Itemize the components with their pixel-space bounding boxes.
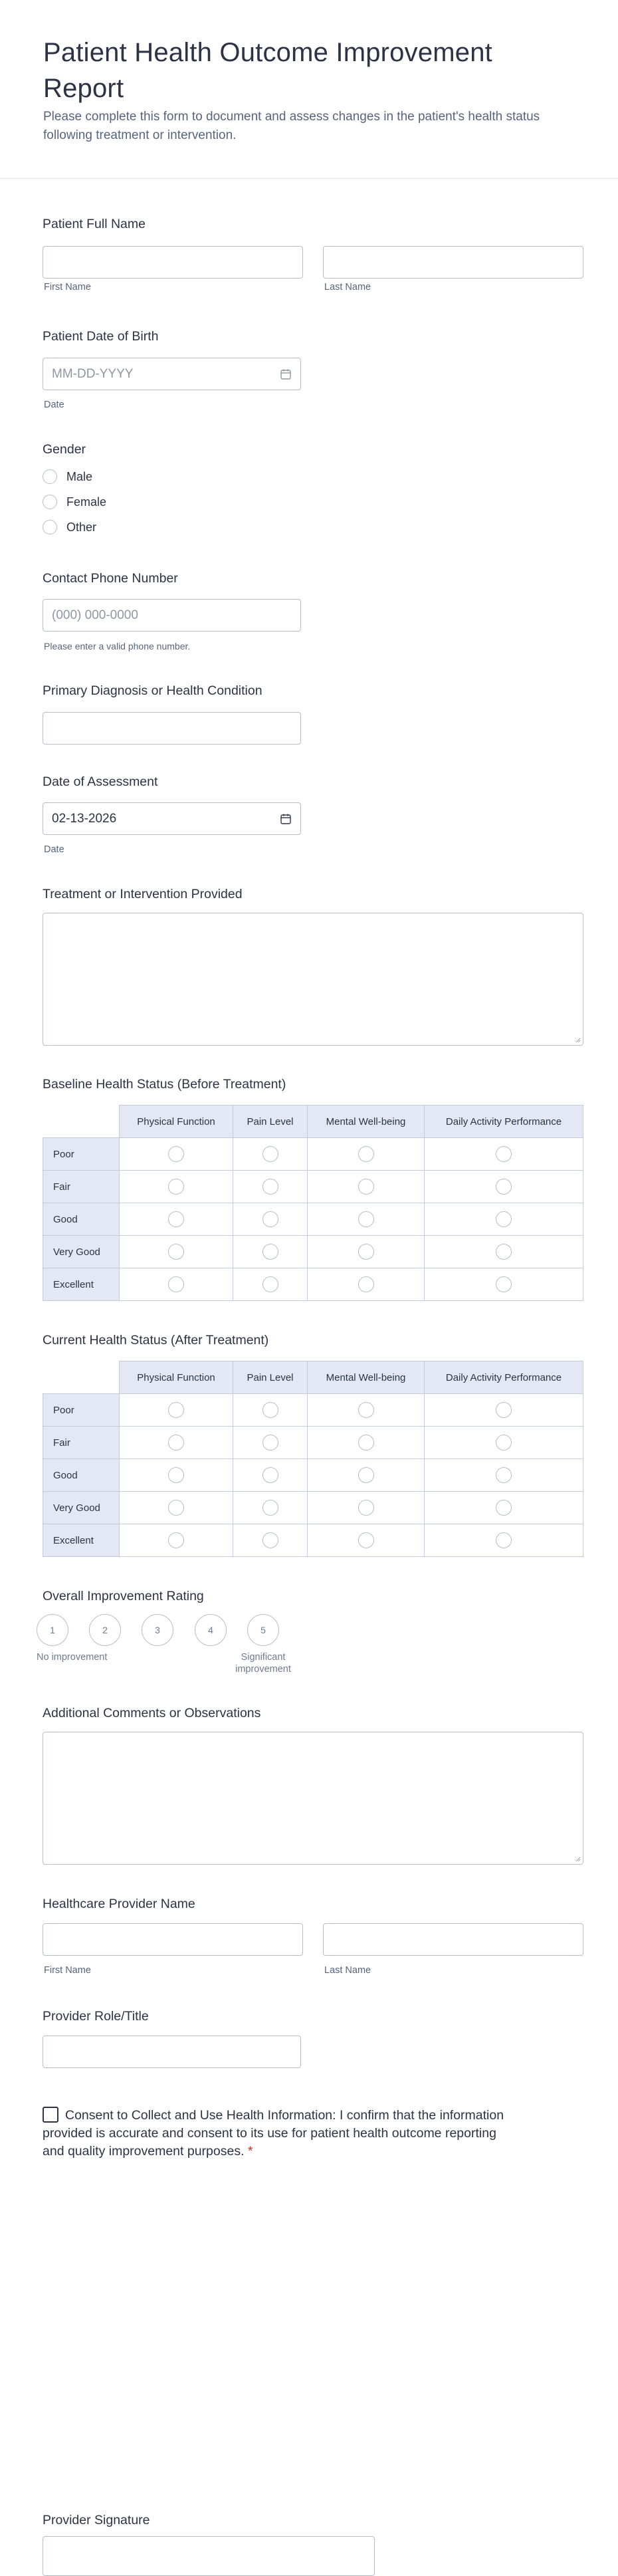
matrix-row-header: Excellent [43,1268,120,1301]
matrix-radio[interactable] [262,1402,278,1418]
radio-button[interactable] [43,495,57,509]
matrix-row [43,1236,583,1268]
matrix-radio[interactable] [358,1244,374,1260]
calendar-icon[interactable] [280,813,292,825]
matrix-radio[interactable] [496,1435,512,1451]
gender-options [43,461,106,536]
matrix-radio[interactable] [168,1244,184,1260]
phone-section [43,570,178,586]
matrix-radio[interactable] [496,1211,512,1227]
current-section [43,1332,268,1348]
consent-text [43,2107,521,2161]
matrix-radio[interactable] [262,1435,278,1451]
comments-section [43,1705,260,1721]
rating-min-label: No improvement [37,1652,108,1663]
assessment-date-section [43,774,157,790]
matrix-row [43,1524,583,1557]
matrix-radio[interactable] [496,1146,512,1162]
matrix-radio[interactable] [496,1532,512,1548]
patient-first-name-sublabel: First Name [44,282,91,293]
calendar-icon[interactable] [280,368,292,380]
matrix-radio[interactable] [262,1500,278,1516]
signature-section [43,2512,150,2528]
matrix-radio[interactable] [168,1211,184,1227]
matrix-row-header: Good [43,1459,120,1492]
matrix-radio[interactable] [262,1211,278,1227]
gender-label: Gender [43,442,86,457]
gender-option-label: Male [66,469,93,483]
provider-role-section [43,2008,149,2024]
matrix-column-header: Pain Level [233,1106,308,1138]
provider-first-name-input[interactable] [43,1923,303,1956]
matrix-radio[interactable] [168,1435,184,1451]
baseline-section [43,1076,286,1092]
matrix-row [43,1492,583,1524]
assessment-date-value: 02-13-2026 [52,811,117,826]
matrix-row-header: Good [43,1203,120,1236]
matrix-radio[interactable] [168,1500,184,1516]
matrix-radio[interactable] [358,1211,374,1227]
phone-input[interactable] [43,599,301,632]
rating-option-4[interactable]: 4 [195,1614,227,1646]
matrix-radio[interactable] [358,1500,374,1516]
current-label: Current Health Status (After Treatment) [43,1333,269,1347]
matrix-radio[interactable] [496,1276,512,1292]
resize-handle-icon[interactable] [575,1038,581,1043]
radio-button[interactable] [43,520,57,534]
dob-input[interactable] [43,358,301,390]
matrix-radio[interactable] [262,1276,278,1292]
provider-last-name-sublabel: Last Name [324,1965,371,1976]
form-header [0,0,618,179]
matrix-radio[interactable] [358,1532,374,1548]
required-asterisk: * [247,2144,253,2159]
comments-textarea[interactable] [43,1732,583,1865]
matrix-radio[interactable] [262,1532,278,1548]
provider-name-label: Healthcare Provider Name [43,1897,195,1911]
matrix-radio[interactable] [262,1146,278,1162]
matrix-radio[interactable] [168,1146,184,1162]
matrix-column-header: Pain Level [233,1361,308,1394]
provider-first-name-sublabel: First Name [44,1965,91,1976]
matrix-row [43,1171,583,1203]
matrix-radio[interactable] [358,1276,374,1292]
matrix-row [43,1427,583,1459]
assessment-date-input[interactable] [43,802,301,835]
matrix-radio[interactable] [496,1500,512,1516]
matrix-column-header: Daily Activity Performance [425,1106,583,1138]
gender-section [43,441,86,457]
assessment-date-label: Date of Assessment [43,774,158,789]
matrix-row-header: Fair [43,1171,120,1203]
page-title: Patient Health Outcome Improvement Report [43,38,492,103]
matrix-row-header: Very Good [43,1236,120,1268]
signature-label: Provider Signature [43,2513,150,2527]
baseline-label: Baseline Health Status (Before Treatment) [43,1077,286,1092]
matrix-radio[interactable] [168,1402,184,1418]
matrix-row-header: Excellent [43,1524,120,1557]
provider-role-input[interactable] [43,2036,301,2068]
provider-role-label: Provider Role/Title [43,2009,149,2024]
assessment-date-sublabel: Date [44,844,64,855]
gender-option-label: Other [66,520,97,534]
consent-label: Consent to Collect and Use Health Information: I confirm that the information provided is accurate and consent to its use for patient health outcome reporting and quality improvement purposes. [43,2108,504,2159]
baseline-matrix [43,1105,583,1301]
phone-label: Contact Phone Number [43,571,178,586]
patient-first-name-input[interactable] [43,246,303,279]
matrix-column-header: Mental Well-being [308,1361,425,1394]
matrix-radio[interactable] [496,1179,512,1195]
dob-placeholder: MM-DD-YYYY [52,366,134,381]
current-matrix [43,1361,583,1557]
patient-last-name-sublabel: Last Name [324,282,371,293]
matrix-radio[interactable] [358,1467,374,1483]
gender-option-female[interactable] [43,493,106,511]
matrix-radio[interactable] [358,1402,374,1418]
gender-option-label: Female [66,495,107,509]
provider-name-section [43,1896,195,1912]
matrix-corner [43,1361,120,1394]
matrix-radio[interactable] [168,1467,184,1483]
patient-last-name-input[interactable] [323,246,583,279]
matrix-radio[interactable] [358,1179,374,1195]
rating-option-2[interactable]: 2 [89,1614,121,1646]
matrix-row [43,1203,583,1236]
matrix-radio[interactable] [496,1467,512,1483]
matrix-column-header: Physical Function [120,1361,233,1394]
matrix-row-header: Poor [43,1138,120,1171]
matrix-radio[interactable] [496,1402,512,1418]
rating-option-5[interactable]: 5 [247,1614,279,1646]
matrix-row-header: Very Good [43,1492,120,1524]
dob-label: Patient Date of Birth [43,329,159,344]
matrix-row-header: Fair [43,1427,120,1459]
patient-name-section [43,216,146,232]
diagnosis-section [43,683,262,699]
matrix-radio[interactable] [168,1179,184,1195]
radio-button[interactable] [43,469,57,484]
resize-handle-icon[interactable] [575,1857,581,1862]
matrix-row [43,1394,583,1427]
signature-pad[interactable] [43,2536,375,2576]
matrix-row-header: Poor [43,1394,120,1427]
matrix-radio[interactable] [358,1435,374,1451]
matrix-column-header: Physical Function [120,1106,233,1138]
consent-checkbox[interactable] [43,2107,58,2123]
matrix-radio[interactable] [168,1532,184,1548]
matrix-radio[interactable] [496,1244,512,1260]
matrix-row [43,1459,583,1492]
phone-placeholder: (000) 000-0000 [52,608,138,622]
page-subtitle: Please complete this form to document and assess changes in the patient's health status following treatment or intervention. [43,110,540,142]
matrix-radio[interactable] [262,1467,278,1483]
matrix-column-header: Mental Well-being [308,1106,425,1138]
consent-section [43,2107,521,2161]
dob-section [43,328,159,344]
gender-option-male[interactable] [43,467,106,486]
dob-sublabel: Date [44,400,64,410]
rating-option-1[interactable]: 1 [37,1614,68,1646]
treatment-label: Treatment or Intervention Provided [43,887,243,901]
matrix-radio[interactable] [358,1146,374,1162]
comments-label: Additional Comments or Observations [43,1706,261,1720]
matrix-corner [43,1106,120,1138]
rating-option-3[interactable]: 3 [142,1614,173,1646]
matrix-radio[interactable] [262,1179,278,1195]
matrix-radio[interactable] [262,1244,278,1260]
rating-section [43,1588,204,1604]
rating-label: Overall Improvement Rating [43,1589,204,1603]
matrix-row [43,1268,583,1301]
treatment-textarea[interactable] [43,913,583,1046]
patient-name-label: Patient Full Name [43,217,146,231]
gender-option-other[interactable] [43,518,106,536]
diagnosis-label: Primary Diagnosis or Health Condition [43,683,262,698]
phone-sublabel: Please enter a valid phone number. [44,641,191,651]
diagnosis-input[interactable] [43,712,301,745]
matrix-column-header: Daily Activity Performance [425,1361,583,1394]
provider-last-name-input[interactable] [323,1923,583,1956]
matrix-row [43,1138,583,1171]
treatment-section [43,886,243,902]
rating-max-label: Significant improvement [235,1652,291,1675]
matrix-radio[interactable] [168,1276,184,1292]
